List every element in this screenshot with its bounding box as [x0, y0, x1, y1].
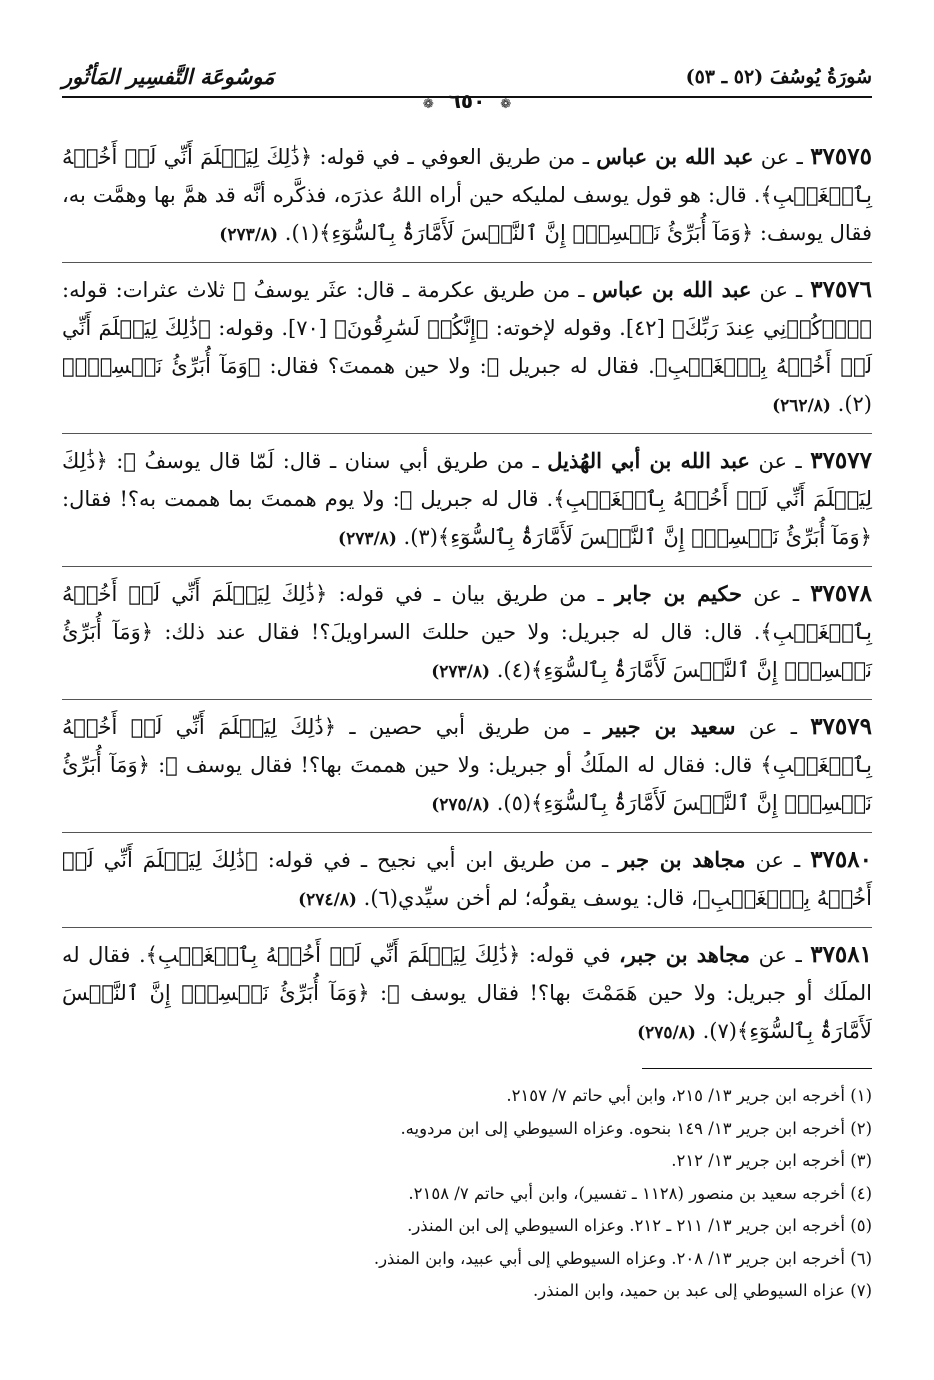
- entry-number: ٣٧٥٧٥: [810, 143, 872, 170]
- entry-narrator: حكيم بن جابر: [614, 581, 743, 606]
- hadith-entry: [62, 841, 872, 928]
- entry-lead: ـ عن: [758, 449, 802, 473]
- entry-narrator: مجاهد بن جبر: [618, 847, 746, 872]
- footnote: (٤) أخرجه سعيد بن منصور (١١٢٨ ـ تفسير)، وابن أبي حاتم ٧/ ٢١٥٨.: [408, 1183, 872, 1203]
- surah-title: سُورَةُ يُوسُفَ (٥٢ ـ ٥٣): [685, 66, 872, 88]
- entry-lead: ـ عن: [758, 943, 802, 967]
- entry-reference: (٢٧٤/٨): [298, 890, 357, 910]
- entry-number: ٣٧٥٧٩: [810, 713, 872, 740]
- entry-text: ـ من طريق أبي حصين ـ ﴿ذَٰلِكَ لِيَعۡلَمَ أَنِّي لَمۡ أَخُنۡهُ بِٱلۡغَيۡبِ﴾ قال: فقال له الملَكُ أو جبريل: ولا حين هممتَ بها؟! فقال يوسف ﷺ: ﴿وَمَآ أُبَرِّئُ نَفۡسِيٓۚ إِنَّ ٱلنَّفۡسَ لَأَمَّارَةُۢ بِٱلسُّوٓءِ﴾(٥).: [62, 715, 872, 815]
- entry-narrator: سعيد بن جبير: [603, 714, 736, 739]
- entry-number: ٣٧٥٧٧: [810, 447, 872, 474]
- page-number: ٦٥٠: [448, 89, 486, 113]
- entry-text: ـ من طريق عكرمة ـ قال: عثَر يوسفُ ﷺ ثلاث عثرات: قوله: ﴿ٱذۡكُرۡنِي عِندَ رَبِّكَ﴾ [٤٢]. وقوله لإخوته: ﴿إِنَّكُمۡ لَسَٰرِقُونَ﴾ [٧٠]. وقوله: ﴿ذَٰلِكَ لِيَعۡلَمَ أَنِّي لَمۡ أَخُنۡهُ بِٱلۡغَيۡبِ﴾. فقال له جبريل ﷺ: ولا حين هممتَ؟ فقال: ﴿وَمَآ أُبَرِّئُ نَفۡسِيٓۚ﴾(٢).: [62, 278, 872, 416]
- footnotes: [62, 1080, 872, 1308]
- entry-narrator: عبد الله بن أبي الهُذيل: [547, 448, 750, 473]
- hadith-entry: [62, 575, 872, 700]
- entry-text: ـ من طريق أبي سنان ـ قال: لَمّا قال يوسفُ ﷺ: ﴿ذَٰلِكَ لِيَعۡلَمَ أَنِّي لَمۡ أَخُنۡهُ بِٱلۡغَيۡبِ﴾. قال له جبريل ﷺ: ولا يوم هممتَ بما هممت به؟! فقال: ﴿وَمَآ أُبَرِّئُ نَفۡسِيٓۚ إِنَّ ٱلنَّفۡسَ لَأَمَّارَةُۢ بِٱلسُّوٓءِ﴾(٣).: [62, 449, 872, 549]
- entry-lead: ـ عن: [755, 848, 801, 872]
- entry-number: ٣٧٥٧٦: [810, 276, 873, 303]
- entry-reference: (٢٦٢/٨): [772, 396, 831, 416]
- main-content: [62, 138, 872, 1068]
- entry-lead: ـ عن: [753, 582, 800, 606]
- entry-text: ـ من طريق بيان ـ في قوله: ﴿ذَٰلِكَ لِيَعۡلَمَ أَنِّي لَمۡ أَخُنۡهُ بِٱلۡغَيۡبِ﴾. قال: قال له جبريل: ولا حين حللتَ السراويلَ؟! فقال عند ذلك: ﴿وَمَآ أُبَرِّئُ نَفۡسِيٓۚ إِنَّ ٱلنَّفۡسَ لَأَمَّارَةُۢ بِٱلسُّوٓءِ﴾(٤).: [62, 582, 872, 682]
- entry-number: ٣٧٥٨١: [810, 941, 872, 968]
- entry-lead: ـ عن: [759, 278, 803, 302]
- hadith-entry: [62, 271, 872, 434]
- entry-reference: (٢٧٥/٨): [431, 795, 491, 815]
- footnote: (٣) أخرجه ابن جرير ١٣/ ٢١٢.: [671, 1151, 872, 1170]
- footnote: (٥) أخرجه ابن جرير ١٣/ ٢١١ ـ ٢١٢. وعزاه السيوطي إلى ابن المنذر.: [407, 1216, 872, 1235]
- entry-text: في قوله: ﴿ذَٰلِكَ لِيَعۡلَمَ أَنِّي لَمۡ أَخُنۡهُ بِٱلۡغَيۡبِ﴾. فقال له الملَك أو جبريل: ولا حين هَمَمْتَ بها؟! فقال يوسف ﷺ: ﴿وَمَآ أُبَرِّئُ نَفۡسِيٓۚ إِنَّ ٱلنَّفۡسَ لَأَمَّارَةُۢ بِٱلسُّوٓءِ﴾(٧).: [62, 943, 872, 1043]
- entry-reference: (٢٧٣/٨): [219, 225, 279, 245]
- footnote: (١) أخرجه ابن جرير ١٣/ ٢١٥، وابن أبي حاتم ٧/ ٢١٥٧.: [506, 1086, 872, 1105]
- footnote: (٦) أخرجه ابن جرير ١٣/ ٢٠٨. وعزاه السيوطي إلى أبي عبيد، وابن المنذر.: [373, 1248, 872, 1268]
- ornament-icon: ❁: [500, 97, 512, 112]
- hadith-entry: [62, 708, 872, 833]
- footnote-divider: [642, 1068, 872, 1069]
- hadith-entry: [62, 936, 872, 1060]
- hadith-entry: [62, 138, 872, 263]
- entry-narrator: مجاهد بن جبر،: [619, 942, 751, 967]
- entry-reference: (٢٧٥/٨): [637, 1023, 696, 1043]
- entry-number: ٣٧٥٧٨: [810, 580, 872, 607]
- ornament-icon: ❁: [422, 97, 434, 112]
- entry-reference: (٢٧٣/٨): [338, 529, 397, 549]
- footnote: (٢) أخرجه ابن جرير ١٣/ ١٤٩ بنحوه. وعزاه السيوطي إلى ابن مردويه.: [400, 1118, 872, 1138]
- entry-text: ـ من طريق العوفي ـ في قوله: ﴿ذَٰلِكَ لِيَعۡلَمَ أَنِّي لَمۡ أَخُنۡهُ بِٱلۡغَيۡبِ﴾. قال: هو قول يوسف لمليكه حين أراه اللهُ عذرَه، فذكَّره أنَّه قد همَّ بها وهمَّت به، فقال يوسف: ﴿وَمَآ أُبَرِّئُ نَفۡسِيٓۚ إِنَّ ٱلنَّفۡسَ لَأَمَّارَةُۢ بِٱلسُّوٓءِ﴾(١).: [62, 145, 872, 245]
- book-title: مَوسُوعَة التَّفسِير المَأثُور: [62, 64, 275, 89]
- entry-narrator: عبد الله بن عباس: [596, 144, 754, 169]
- entry-reference: (٢٧٣/٨): [431, 662, 491, 682]
- entry-lead: ـ عن: [748, 715, 797, 739]
- entry-number: ٣٧٥٨٠: [810, 846, 872, 873]
- entry-narrator: عبد الله بن عباس: [592, 277, 752, 302]
- hadith-entry: [62, 442, 872, 567]
- entry-lead: ـ عن: [760, 145, 803, 169]
- entry-text: ـ من طريق ابن أبي نجيح ـ في قوله: ﴿ذَٰلِكَ لِيَعۡلَمَ أَنِّي لَمۡ أَخُنۡهُ بِٱلۡغَيۡبِ﴾، قال: يوسف يقولُه؛ لم أخن سيِّدي(٦).: [62, 848, 872, 910]
- page-number-row: [0, 88, 934, 118]
- footnote: (٧) عزاه السيوطي إلى عبد بن حميد، وابن المنذر.: [532, 1281, 872, 1300]
